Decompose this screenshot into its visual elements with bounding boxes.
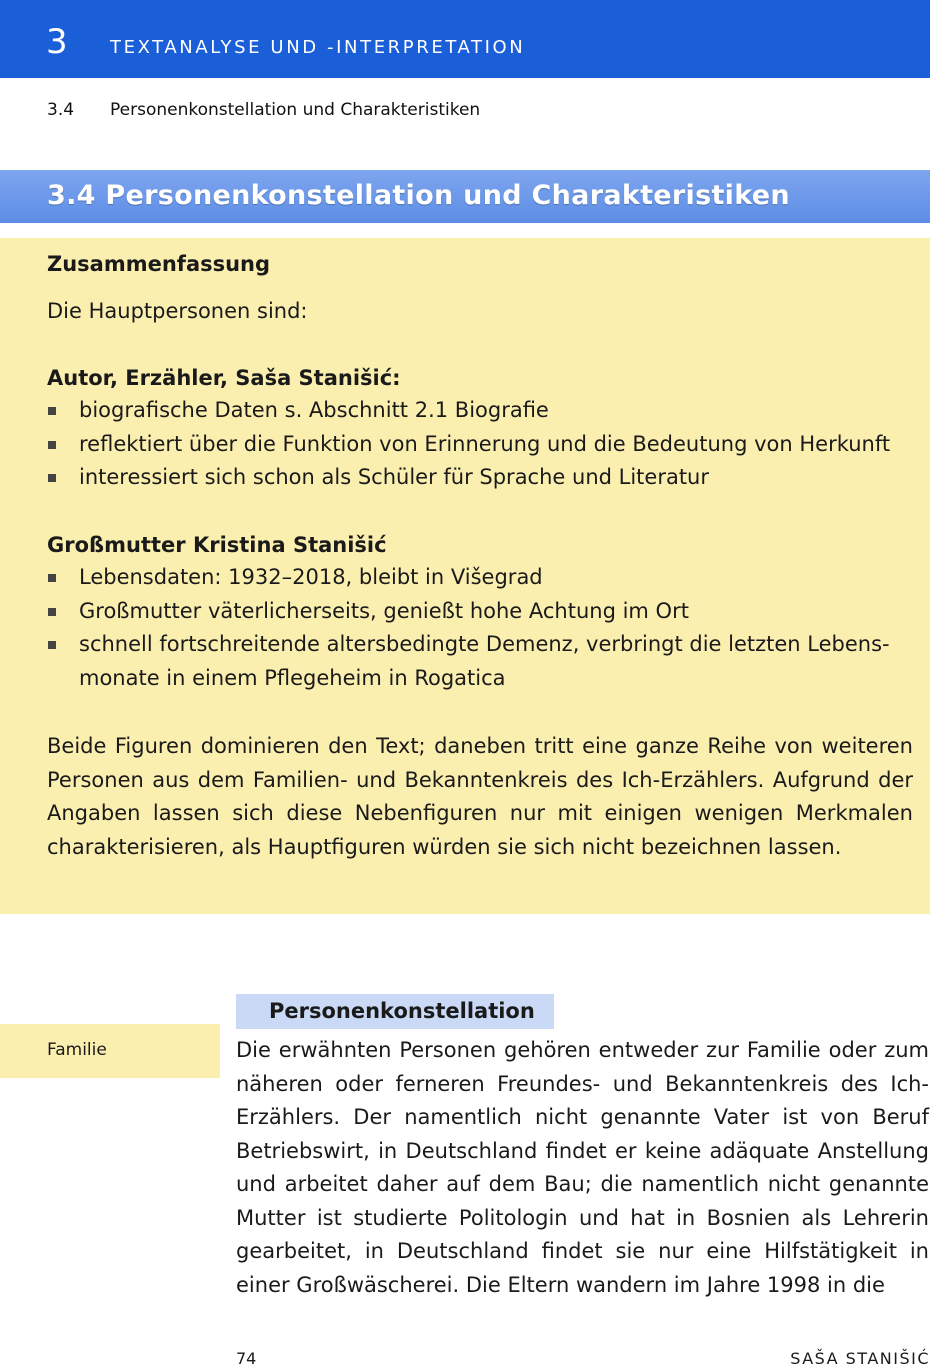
author-points bbox=[47, 394, 923, 495]
banner-title: 3.4 Personenkonstellation und Charakteristiken bbox=[47, 180, 790, 211]
summary-intro: Die Hauptpersonen sind: bbox=[47, 299, 308, 323]
section-title: Personenkonstellation und Charakteristiken bbox=[110, 100, 481, 120]
list-item: biografische Daten s. Abschnitt 2.1 Biografie bbox=[47, 394, 923, 428]
list-item: Großmutter väterlicherseits, genießt hohe Achtung im Ort bbox=[47, 595, 923, 629]
list-item: schnell fortschreitende altersbedingte Demenz, verbringt die letzten Lebensmonate in einem Pflegeheim in Rogatica bbox=[47, 628, 923, 695]
list-item: Lebensdaten: 1932–2018, bleibt in Višegrad bbox=[47, 561, 923, 595]
summary-title: Zusammenfassung bbox=[47, 252, 271, 276]
section-number: 3.4 bbox=[47, 100, 75, 120]
footer-author: SAŠA STANIŠIĆ bbox=[790, 1349, 930, 1368]
section-banner bbox=[0, 170, 930, 223]
list-item: reflektiert über die Funktion von Erinnerung und die Bedeutung von Herkunft bbox=[47, 428, 923, 462]
chapter-header-bar bbox=[0, 0, 930, 78]
subsection-heading-box bbox=[236, 994, 554, 1029]
person-heading-grandmother: Großmutter Kristina Stanišić bbox=[47, 533, 387, 557]
person-heading-author: Autor, Erzähler, Saša Stanišić: bbox=[47, 366, 401, 390]
summary-closing-paragraph: Beide Figuren dominieren den Text; daneben tritt eine ganze Reihe von weiteren Personen aus dem Familien- und Bekanntenkreis des Ich-Erzählers. Aufgrund der Angaben lassen sich diese Nebenfiguren nur mit einigen wenigen Merkmalen charakterisieren, als Hauptfiguren würden sie sich nicht bezeichnen lassen. bbox=[47, 734, 913, 859]
chapter-number: 3 bbox=[46, 22, 68, 62]
body-paragraph: Die erwähnten Personen gehören entweder zur Familie oder zum näheren oder ferneren Freundes- und Bekanntenkreis des Ich-Erzählers. Der namentlich nicht genannte Vater ist von Beruf Betriebswirt, in Deutschland findet er keine adäquate Anstellung und arbeitet daher auf dem Bau; die namentlich nicht genannte Mutter ist studierte Politologin und hat in Bosnien als Lehrerin gearbeitet, in Deutschland findet sie nur eine Hilfstätigkeit in einer Großwäscherei. Die Eltern wandern im Jahre 1998 in die bbox=[236, 1038, 929, 1297]
chapter-title: TEXTANALYSE UND -INTERPRETATION bbox=[110, 37, 526, 58]
subsection-heading: Personenkonstellation bbox=[269, 999, 535, 1023]
grandmother-points bbox=[47, 561, 923, 695]
margin-note bbox=[0, 1024, 220, 1078]
margin-note-label: Familie bbox=[47, 1040, 107, 1060]
page-number: 74 bbox=[236, 1349, 257, 1368]
list-item: interessiert sich schon als Schüler für Sprache und Literatur bbox=[47, 461, 923, 495]
